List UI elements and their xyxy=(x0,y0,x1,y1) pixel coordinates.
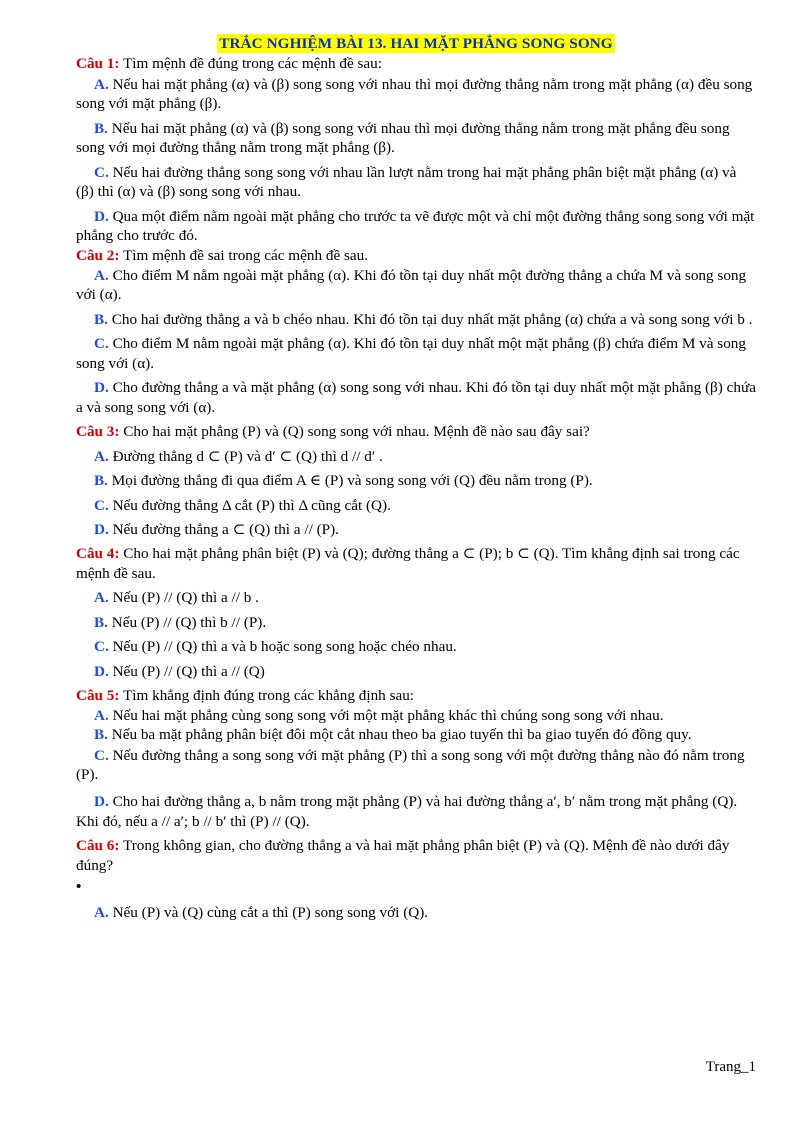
option-label: B. xyxy=(94,472,108,490)
option-label: D. xyxy=(94,379,109,397)
option-5c xyxy=(76,746,756,785)
question-stem: Tìm mệnh đề đúng trong các mệnh đề sau: xyxy=(119,55,382,73)
option-1c xyxy=(76,163,756,202)
option-label: A. xyxy=(94,75,109,93)
option-4d xyxy=(76,662,756,681)
option-3b xyxy=(76,471,756,490)
option-text: Nếu đường thẳng Δ cắt (P) thì Δ cũng cắt (Q). xyxy=(108,496,391,514)
option-label: A. xyxy=(94,266,109,284)
question-label: Câu 5: xyxy=(76,687,120,705)
option-text: Mọi đường thẳng đi qua điểm A ∈ (P) và song song với (Q) đều nằm trong (P). xyxy=(107,472,593,490)
option-text: Nếu (P) // (Q) thì a // (Q) xyxy=(108,662,265,680)
option-label: D. xyxy=(94,207,109,225)
question-4 xyxy=(76,544,756,583)
option-text: Nếu (P) // (Q) thì b // (P). xyxy=(107,613,267,631)
question-label: Câu 3: xyxy=(76,423,120,441)
page-footer: Trang_1 xyxy=(705,1059,756,1075)
question-stem: Cho hai mặt phẳng phân biệt (P) và (Q); đường thẳng a ⊂ (P); b ⊂ (Q). Tìm khẳng định sai trong các mệnh đề sau. xyxy=(76,545,740,582)
option-label: A. xyxy=(94,706,109,724)
option-label: C. xyxy=(94,496,109,514)
option-text: Nếu hai mặt phẳng (α) và (β) song song với nhau thì mọi đường thẳng nằm trong mặt phẳng đều song song với mọi đường thẳng nằm trong mặt phẳng (β). xyxy=(76,119,730,157)
option-label: D. xyxy=(94,793,109,811)
option-label: B. xyxy=(94,119,108,137)
question-3 xyxy=(76,422,756,441)
option-label: C. xyxy=(94,335,109,353)
option-5a xyxy=(76,706,756,725)
question-5 xyxy=(76,686,756,705)
option-4c xyxy=(76,637,756,656)
option-label: A. xyxy=(94,447,109,465)
option-text: Nếu ba mặt phẳng phân biệt đôi một cắt nhau theo ba giao tuyến thì ba giao tuyến đó đồng quy. xyxy=(107,726,692,744)
option-text: Nếu hai mặt phẳng cùng song song với một mặt phẳng khác thì chúng song song với nhau. xyxy=(108,706,664,724)
option-6a xyxy=(76,903,756,922)
question-stem: Tìm khẳng định đúng trong các khẳng định sau: xyxy=(119,687,415,705)
title-wrap xyxy=(76,34,756,53)
question-6 xyxy=(76,836,756,875)
question-stem: Tìm mệnh đề sai trong các mệnh đề sau. xyxy=(119,246,369,264)
option-1a xyxy=(76,75,756,114)
option-text: Qua một điểm nằm ngoài mặt phẳng cho trước ta vẽ được một và chỉ một đường thẳng song song với mặt phẳng cho trước đó. xyxy=(76,207,755,245)
option-3a xyxy=(76,447,756,466)
option-5d xyxy=(76,792,756,831)
option-text: Nếu hai đường thẳng song song với nhau lần lượt nằm trong hai mặt phẳng phân biệt mặt phẳng (α) và (β) thì (α) và (β) song song với nhau. xyxy=(76,163,737,201)
question-1 xyxy=(76,54,756,73)
question-2 xyxy=(76,246,756,265)
option-2b xyxy=(76,310,756,329)
option-3d xyxy=(76,520,756,539)
option-label: D. xyxy=(94,520,109,538)
option-4b xyxy=(76,613,756,632)
option-label: A. xyxy=(94,903,109,921)
document-page xyxy=(76,34,756,922)
option-text: Nếu đường thẳng a ⊂ (Q) thì a // (P). xyxy=(108,520,339,538)
bullet-dot: • xyxy=(76,878,82,896)
option-2d xyxy=(76,378,756,417)
page-title: TRẮC NGHIỆM BÀI 13. HAI MẶT PHẲNG SONG SONG xyxy=(219,35,613,52)
question-label: Câu 1: xyxy=(76,55,120,73)
option-4a xyxy=(76,588,756,607)
option-text: Cho đường thẳng a và mặt phẳng (α) song song với nhau. Khi đó tồn tại duy nhất một mặt phẳng (β) chứa a và song song với (α). xyxy=(76,379,756,416)
option-text: Nếu (P) // (Q) thì a và b hoặc song song hoặc chéo nhau. xyxy=(108,638,457,656)
option-text: Nếu hai mặt phẳng (α) và (β) song song với nhau thì mọi đường thẳng nằm trong mặt phẳng (α) đều song song với mặt phẳng (β). xyxy=(76,75,753,113)
question-stem: Cho hai mặt phẳng (P) và (Q) song song với nhau. Mệnh đề nào sau đây sai? xyxy=(119,423,590,441)
option-label: B. xyxy=(94,613,108,631)
option-text: Cho hai đường thẳng a và b chéo nhau. Khi đó tồn tại duy nhất mặt phẳng (α) chứa a và song song với b . xyxy=(107,310,753,328)
option-2c xyxy=(76,334,756,373)
option-5b xyxy=(76,725,756,744)
option-1b xyxy=(76,119,756,158)
option-1d xyxy=(76,207,756,246)
option-label: C. xyxy=(94,163,109,181)
option-text: Cho điểm M nằm ngoài mặt phẳng (α). Khi đó tồn tại duy nhất một mặt phẳng (β) chứa điểm M và song song với (α). xyxy=(76,335,746,372)
option-3c xyxy=(76,496,756,515)
option-label: B. xyxy=(94,310,108,328)
option-label: D. xyxy=(94,662,109,680)
option-label: C. xyxy=(94,638,109,656)
option-2a xyxy=(76,266,756,305)
question-label: Câu 6: xyxy=(76,837,120,855)
option-text: Nếu (P) và (Q) cùng cắt a thì (P) song song với (Q). xyxy=(108,903,429,921)
option-text: Nếu đường thẳng a song song với mặt phẳng (P) thì a song song với một đường thẳng nào đó nằm trong (P). xyxy=(76,746,745,783)
option-text: Nếu (P) // (Q) thì a // b . xyxy=(108,589,259,607)
question-label: Câu 2: xyxy=(76,246,120,264)
option-label: A. xyxy=(94,589,109,607)
question-label: Câu 4: xyxy=(76,545,120,563)
option-text: Cho hai đường thẳng a, b nằm trong mặt phẳng (P) và hai đường thẳng a′, b′ nằm trong mặt phẳng (Q). Khi đó, nếu a // a′; b // b′ thì (P) // (Q). xyxy=(76,793,738,830)
option-label: C. xyxy=(94,746,109,764)
question-stem: Trong không gian, cho đường thẳng a và hai mặt phẳng phân biệt (P) và (Q). Mệnh đề nào dưới đây đúng? xyxy=(76,837,730,874)
option-text: Đường thẳng d ⊂ (P) và d′ ⊂ (Q) thì d // d′ . xyxy=(108,447,383,465)
option-label: B. xyxy=(94,726,108,744)
option-text: Cho điểm M nằm ngoài mặt phẳng (α). Khi đó tồn tại duy nhất một đường thẳng a chứa M và song song với (α). xyxy=(76,266,747,304)
